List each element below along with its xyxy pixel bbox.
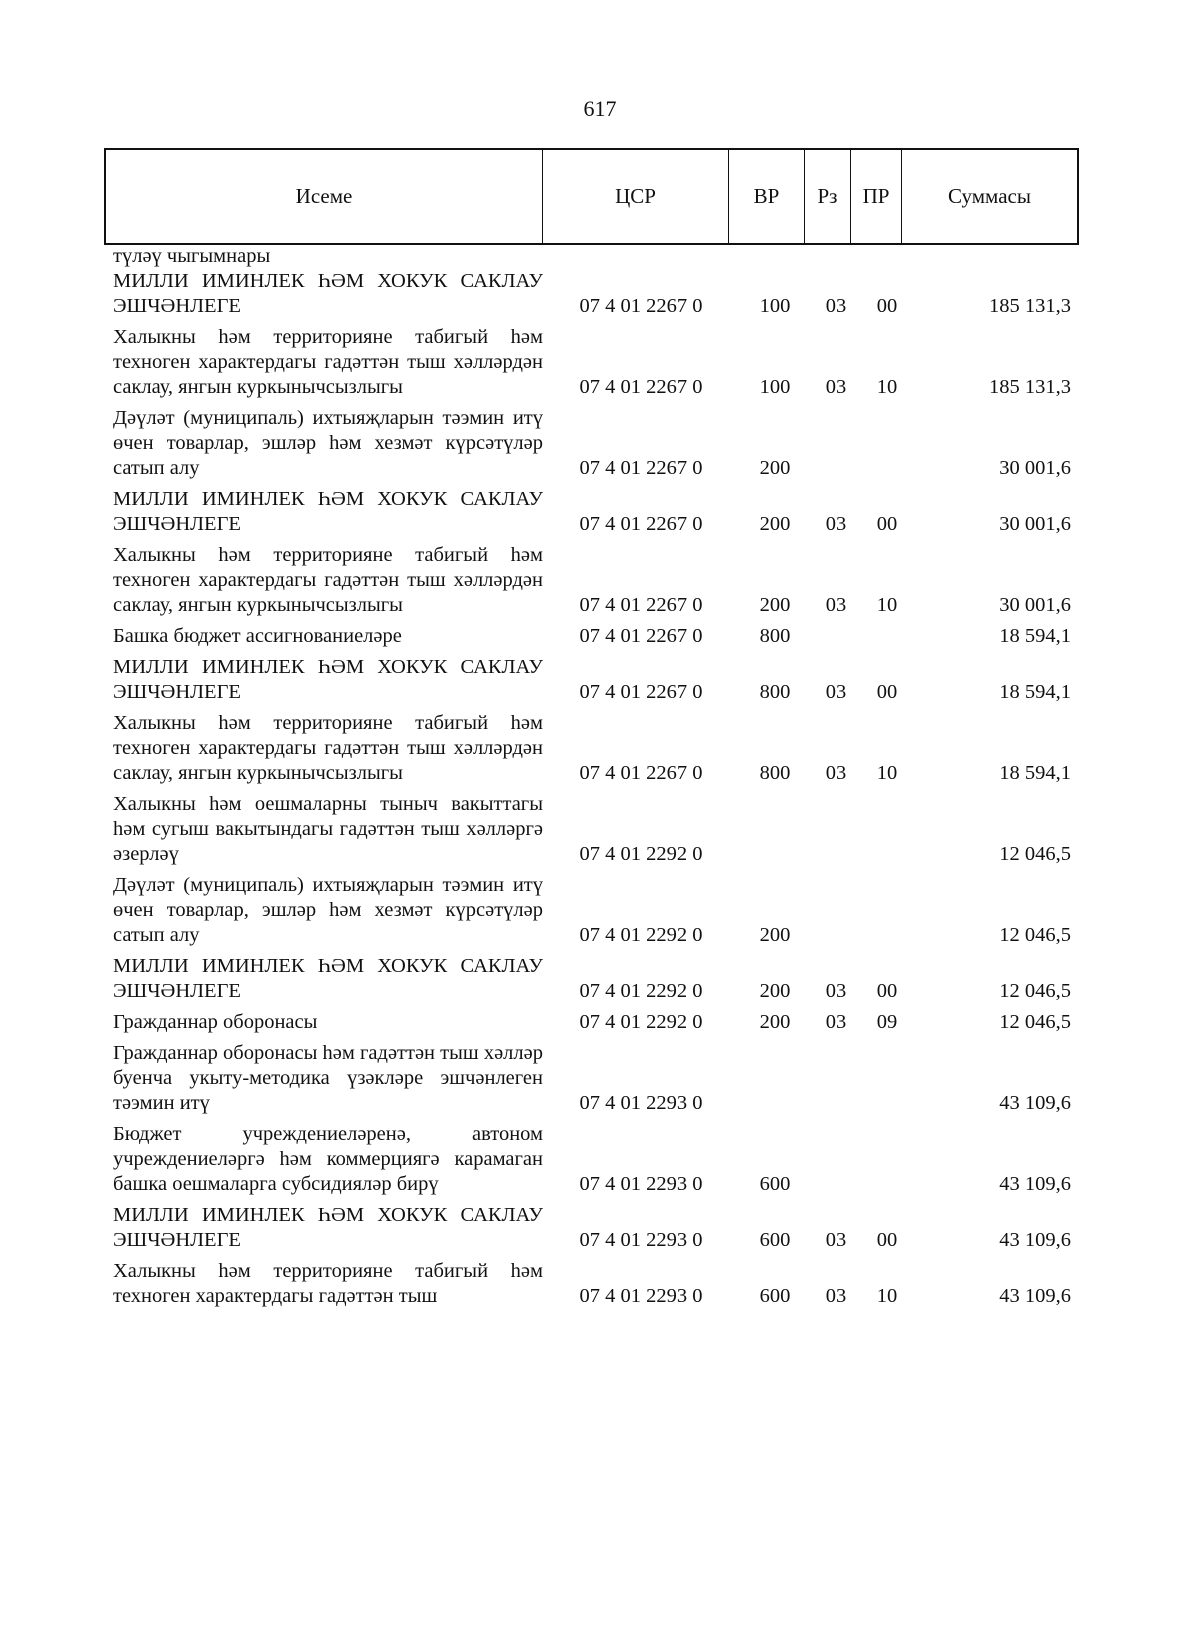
row-sum: 12 046,5 — [999, 924, 1071, 946]
row-csr: 07 4 01 2293 0 — [579, 1173, 703, 1195]
table-row — [113, 325, 1079, 400]
row-name: МИЛЛИ ИМИНЛЕК ҺӘМ ХОКУК САКЛАУ ЭШЧӘНЛЕГЕ — [113, 270, 543, 317]
table-row — [113, 1259, 1079, 1309]
row-pr: 10 — [876, 762, 898, 784]
row-vr: 100 — [759, 295, 791, 317]
table-body — [113, 244, 1079, 1315]
row-vr: 200 — [759, 594, 791, 616]
table-row — [113, 487, 1079, 537]
row-name: Халыкны һәм территорияне табигый һәм техноген характердагы гадәттән тыш хәлләрдән саклау, янгын куркынычсызлыгы — [113, 544, 543, 616]
row-rz: 03 — [825, 376, 847, 398]
header-rz: Рз — [804, 150, 850, 243]
page-number: 617 — [583, 96, 617, 121]
row-sum: 185 131,3 — [989, 376, 1071, 398]
row-pr: 10 — [876, 1285, 898, 1307]
row-vr: 200 — [759, 924, 791, 946]
row-pr: 00 — [876, 295, 898, 317]
row-pr: 09 — [876, 1011, 898, 1033]
table-row — [113, 1010, 1079, 1035]
row-name: Гражданнар оборонасы — [113, 1011, 318, 1033]
row-sum: 43 109,6 — [999, 1229, 1071, 1251]
row-name: Халыкны һәм оешмаларны тыныч вакыттагы һәм сугыш вакытындагы гадәттән тыш хәлләргә әзерләү — [113, 793, 543, 865]
row-vr: 800 — [759, 625, 791, 647]
row-rz: 03 — [825, 1011, 847, 1033]
row-csr: 07 4 01 2267 0 — [579, 625, 703, 647]
row-csr: 07 4 01 2267 0 — [579, 513, 703, 535]
row-csr: 07 4 01 2267 0 — [579, 457, 703, 479]
row-sum: 12 046,5 — [999, 980, 1071, 1002]
row-name: МИЛЛИ ИМИНЛЕК ҺӘМ ХОКУК САКЛАУ ЭШЧӘНЛЕГЕ — [113, 656, 543, 703]
row-vr: 200 — [759, 1011, 791, 1033]
row-sum: 18 594,1 — [999, 762, 1071, 784]
row-vr: 600 — [759, 1285, 791, 1307]
row-csr: 07 4 01 2267 0 — [579, 594, 703, 616]
table-row — [113, 1122, 1079, 1197]
row-sum: 43 109,6 — [999, 1092, 1071, 1114]
table-row — [113, 543, 1079, 618]
header-vr: ВР — [728, 150, 804, 243]
header-csr: ЦСР — [542, 150, 728, 243]
header-pr: ПР — [850, 150, 901, 243]
row-sum: 18 594,1 — [999, 625, 1071, 647]
header-sum: Суммасы — [901, 150, 1077, 243]
row-csr: 07 4 01 2292 0 — [579, 980, 703, 1002]
row-sum: 12 046,5 — [999, 843, 1071, 865]
row-vr: 200 — [759, 513, 791, 535]
row-pr: 10 — [876, 594, 898, 616]
row-sum: 30 001,6 — [999, 513, 1071, 535]
row-csr: 07 4 01 2292 0 — [579, 924, 703, 946]
table-row — [113, 244, 1079, 269]
row-name: Халыкны һәм территорияне табигый һәм техноген характердагы гадәттән тыш хәлләрдән саклау, янгын куркынычсызлыгы — [113, 326, 543, 398]
row-rz: 03 — [825, 762, 847, 784]
row-sum: 43 109,6 — [999, 1173, 1071, 1195]
row-csr: 07 4 01 2293 0 — [579, 1092, 703, 1114]
row-csr: 07 4 01 2293 0 — [579, 1285, 703, 1307]
row-vr: 800 — [759, 762, 791, 784]
row-csr: 07 4 01 2267 0 — [579, 681, 703, 703]
table-row — [113, 1203, 1079, 1253]
row-name: МИЛЛИ ИМИНЛЕК ҺӘМ ХОКУК САКЛАУ ЭШЧӘНЛЕГЕ — [113, 955, 543, 1002]
row-sum: 43 109,6 — [999, 1285, 1071, 1307]
table-row — [113, 1041, 1079, 1116]
row-pr: 00 — [876, 681, 898, 703]
row-name: Дәүләт (муниципаль) ихтыяҗларын тәэмин итү өчен товарлар, эшләр һәм хезмәт күрсәтүләр сатып алу — [113, 407, 543, 479]
row-vr: 100 — [759, 376, 791, 398]
row-rz: 03 — [825, 980, 847, 1002]
row-csr: 07 4 01 2267 0 — [579, 762, 703, 784]
row-pr: 00 — [876, 980, 898, 1002]
table-row — [113, 655, 1079, 705]
row-csr: 07 4 01 2267 0 — [579, 295, 703, 317]
table-row — [113, 792, 1079, 867]
row-name: түләү чыгымнары — [113, 245, 271, 267]
row-name: МИЛЛИ ИМИНЛЕК ҺӘМ ХОКУК САКЛАУ ЭШЧӘНЛЕГЕ — [113, 488, 543, 535]
row-name: Бюджет учреждениеләренә, автоном учреждениеләргә һәм коммерциягә карамаган башка оешмаларга субсидияләр бирү — [113, 1123, 543, 1195]
table-header — [104, 148, 1079, 245]
row-sum: 18 594,1 — [999, 681, 1071, 703]
row-vr: 800 — [759, 681, 791, 703]
row-pr: 00 — [876, 513, 898, 535]
row-name: Башка бюджет ассигнованиеләре — [113, 625, 402, 647]
row-sum: 30 001,6 — [999, 457, 1071, 479]
row-csr: 07 4 01 2292 0 — [579, 843, 703, 865]
row-name: Халыкны һәм территорияне табигый һәм техноген характердагы гадәттән тыш — [113, 1260, 543, 1307]
row-csr: 07 4 01 2292 0 — [579, 1011, 703, 1033]
row-rz: 03 — [825, 295, 847, 317]
row-sum: 185 131,3 — [989, 295, 1071, 317]
row-csr: 07 4 01 2293 0 — [579, 1229, 703, 1251]
row-pr: 10 — [876, 376, 898, 398]
table-row — [113, 711, 1079, 786]
row-name: Гражданнар оборонасы һәм гадәттән тыш хәлләр буенча укыту-методика үзәкләре эшчәнлеген тәэмин итү — [113, 1042, 543, 1114]
row-sum: 12 046,5 — [999, 1011, 1071, 1033]
row-rz: 03 — [825, 513, 847, 535]
table-row — [113, 954, 1079, 1004]
table-row — [113, 873, 1079, 948]
row-sum: 30 001,6 — [999, 594, 1071, 616]
row-name: Дәүләт (муниципаль) ихтыяҗларын тәэмин итү өчен товарлар, эшләр һәм хезмәт күрсәтүләр сатып алу — [113, 874, 543, 946]
table-row — [113, 624, 1079, 649]
row-name: МИЛЛИ ИМИНЛЕК ҺӘМ ХОКУК САКЛАУ ЭШЧӘНЛЕГЕ — [113, 1204, 543, 1251]
table-row — [113, 406, 1079, 481]
row-vr: 200 — [759, 457, 791, 479]
table-row — [113, 269, 1079, 319]
row-csr: 07 4 01 2267 0 — [579, 376, 703, 398]
row-pr: 00 — [876, 1229, 898, 1251]
row-vr: 200 — [759, 980, 791, 1002]
row-vr: 600 — [759, 1173, 791, 1195]
row-rz: 03 — [825, 681, 847, 703]
header-name: Исеме — [295, 184, 353, 208]
row-rz: 03 — [825, 1229, 847, 1251]
row-vr: 600 — [759, 1229, 791, 1251]
row-rz: 03 — [825, 594, 847, 616]
row-rz: 03 — [825, 1285, 847, 1307]
row-name: Халыкны һәм территорияне табигый һәм техноген характердагы гадәттән тыш хәлләрдән саклау, янгын куркынычсызлыгы — [113, 712, 543, 784]
